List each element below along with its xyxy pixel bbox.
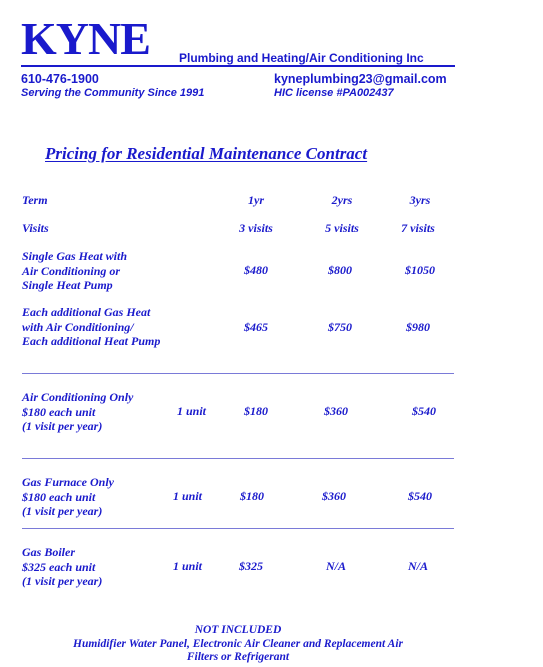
- price-cell: $540: [412, 404, 436, 418]
- company-logo: KYNE: [21, 13, 150, 64]
- unit-count: 1 unit: [173, 559, 203, 573]
- price-cell: $360: [322, 489, 346, 503]
- term-2yrs: 2yrs: [331, 193, 353, 207]
- phone-number: 610-476-1900: [21, 72, 99, 86]
- tagline: Serving the Community Since 1991: [21, 87, 205, 99]
- service-gas-boiler: Gas Boiler $325 each unit (1 visit per year): [22, 545, 103, 588]
- price-cell: $360: [324, 404, 348, 418]
- section-divider: [22, 373, 454, 374]
- term-label: Term: [22, 193, 48, 207]
- company-name: Plumbing and Heating/Air Conditioning Inc: [179, 51, 424, 65]
- term-3yrs: 3yrs: [409, 193, 431, 207]
- unit-count: 1 unit: [177, 404, 207, 418]
- service-air-conditioning-only: Air Conditioning Only $180 each unit (1 visit per year): [22, 390, 134, 433]
- plan-additional-gas-heat: Each additional Gas Heat with Air Conditioning/ Each additional Heat Pump: [22, 305, 161, 348]
- visits-1yr: 3 visits: [239, 221, 273, 235]
- visits-2yrs: 5 visits: [325, 221, 359, 235]
- price-cell: $750: [328, 320, 352, 334]
- section-divider: [22, 458, 454, 459]
- price-cell: N/A: [407, 559, 428, 573]
- visits-3yrs: 7 visits: [401, 221, 435, 235]
- term-1yr: 1yr: [248, 193, 264, 207]
- header-divider: [21, 65, 455, 67]
- email-address: kyneplumbing23@gmail.com: [274, 72, 447, 86]
- price-cell: $1050: [405, 263, 435, 277]
- price-cell: $800: [328, 263, 352, 277]
- not-included-heading: NOT INCLUDED: [194, 624, 282, 636]
- price-cell: $465: [244, 320, 268, 334]
- page-title: Pricing for Residential Maintenance Contract: [45, 144, 368, 163]
- price-cell: $180: [244, 404, 268, 418]
- price-cell: N/A: [325, 559, 346, 573]
- service-gas-furnace-only: Gas Furnace Only $180 each unit (1 visit per year): [22, 475, 115, 518]
- price-cell: $980: [406, 320, 430, 334]
- not-included-line-2: Filters or Refrigerant: [186, 651, 290, 663]
- plan-single-gas-heat: Single Gas Heat with Air Conditioning or Single Heat Pump: [22, 249, 128, 292]
- section-divider: [22, 528, 454, 529]
- not-included-line-1: Humidifier Water Panel, Electronic Air Cleaner and Replacement Air: [73, 638, 403, 650]
- unit-count: 1 unit: [173, 489, 203, 503]
- visits-label: Visits: [22, 221, 49, 235]
- price-cell: $180: [240, 489, 264, 503]
- license-number: HIC license #PA002437: [274, 87, 394, 99]
- price-cell: $540: [408, 489, 432, 503]
- price-cell: $480: [244, 263, 268, 277]
- price-cell: $325: [239, 559, 263, 573]
